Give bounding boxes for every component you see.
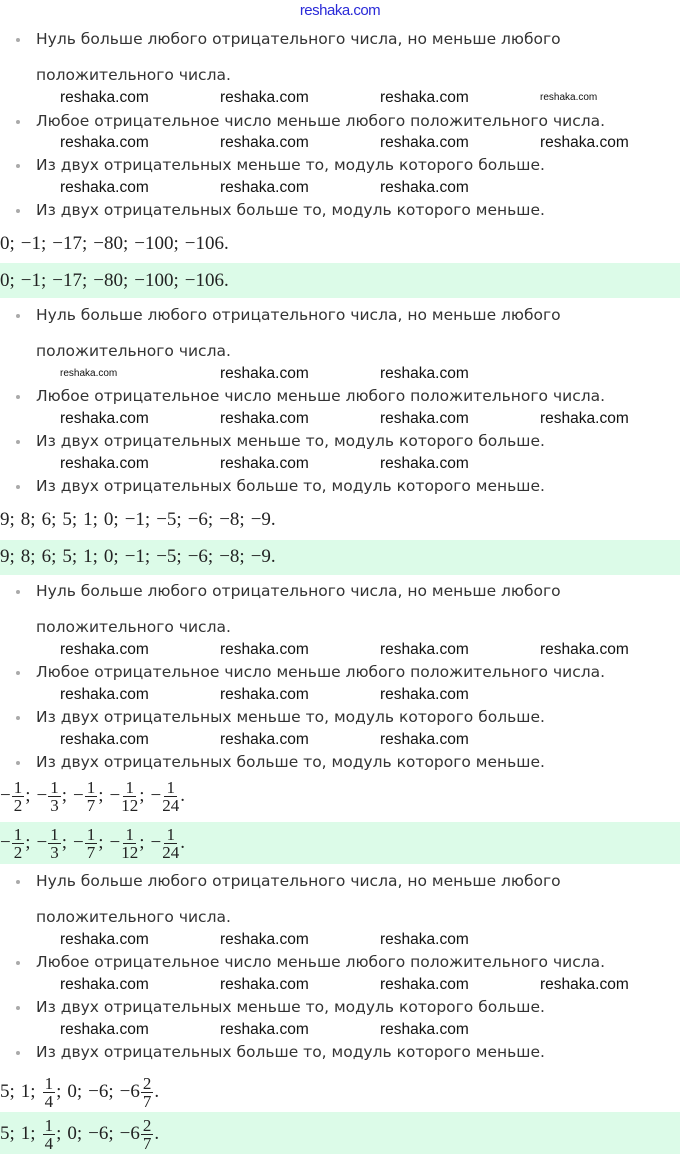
math-token (110, 779, 145, 814)
math-token: −6; (187, 509, 214, 530)
math-token: 9; (0, 546, 15, 567)
watermark: reshaka.com (220, 134, 309, 151)
numerator: 1 (13, 824, 23, 844)
watermark: reshaka.com (60, 179, 149, 196)
fraction (12, 826, 25, 861)
rule-item: Из двух отрицательных больше то, модуль которого меньше. (36, 477, 545, 495)
frac-suffix: ; (98, 831, 104, 853)
rule-continuation: положительного числа. (36, 908, 231, 926)
fraction (162, 826, 179, 861)
math-token (37, 779, 68, 814)
rule-item: Из двух отрицательных меньше то, модуль которого больше. (36, 708, 545, 726)
math-token: −106. (184, 233, 229, 254)
answer-line (0, 1073, 165, 1111)
math-token: 0; (103, 509, 119, 530)
numerator: 1 (50, 824, 59, 844)
math-token: 0; (103, 546, 119, 567)
math-token: 5; (62, 546, 78, 567)
math-token (37, 826, 68, 861)
math-token: −80; (93, 233, 129, 254)
fraction (121, 826, 138, 861)
fraction (43, 1075, 56, 1110)
watermark: reshaka.com (540, 641, 629, 658)
rule-continuation: положительного числа. (36, 342, 231, 360)
denominator: 4 (44, 1133, 54, 1153)
answer-line (0, 231, 235, 257)
watermark: reshaka.com (380, 931, 469, 948)
watermark: reshaka.com (380, 641, 469, 658)
highlighted-answer-line (0, 544, 282, 570)
fraction (141, 1117, 154, 1152)
frac-prefix: − (73, 784, 84, 806)
rule-item: Из двух отрицательных больше то, модуль которого меньше. (36, 753, 545, 771)
numerator: 1 (13, 777, 23, 797)
watermark: reshaka.com (60, 455, 149, 472)
math-token: 0; (0, 233, 15, 254)
frac-suffix: ; (61, 784, 67, 806)
math-token: 6; (41, 546, 57, 567)
frac-suffix: . (180, 831, 185, 853)
denominator: 24 (162, 842, 180, 862)
frac-suffix: ; (56, 1080, 62, 1102)
watermark: reshaka.com (380, 410, 469, 427)
watermark: reshaka.com (220, 931, 309, 948)
math-token (0, 826, 31, 861)
fraction (141, 1075, 154, 1110)
math-token: −1; (20, 270, 47, 291)
rule-item: Нуль больше любого отрицательного числа, но меньше любого (36, 582, 561, 600)
math-token: −1; (20, 233, 47, 254)
rule-continuation: положительного числа. (36, 618, 231, 636)
watermark: reshaka.com (380, 134, 469, 151)
rule-item: Нуль больше любого отрицательного числа, но меньше любого (36, 872, 561, 890)
fraction (48, 826, 61, 861)
watermark: reshaka.com (220, 641, 309, 658)
watermark: reshaka.com (60, 134, 149, 151)
math-token: 5; (62, 509, 78, 530)
watermark: reshaka.com (380, 731, 469, 748)
frac-suffix: ; (25, 831, 31, 853)
denominator: 3 (50, 795, 59, 815)
watermark: reshaka.com (220, 410, 309, 427)
numerator: 1 (86, 777, 96, 797)
fraction (12, 779, 25, 814)
numerator: 1 (44, 1115, 54, 1135)
watermark: reshaka.com (380, 976, 469, 993)
rule-item: Любое отрицательное число меньше любого положительного числа. (36, 663, 606, 681)
fraction (85, 779, 98, 814)
watermark: reshaka.com (380, 1021, 469, 1038)
fraction (43, 1117, 56, 1152)
frac-prefix: − (0, 784, 11, 806)
math-token: −1; (124, 546, 151, 567)
math-token: 8; (20, 509, 36, 530)
frac-prefix: − (0, 831, 11, 853)
watermark: reshaka.com (220, 686, 309, 703)
math-token (42, 1075, 62, 1110)
watermark: reshaka.com (380, 89, 469, 106)
numerator: 1 (166, 824, 175, 844)
watermark: reshaka.com (220, 976, 309, 993)
denominator: 2 (13, 795, 23, 815)
rule-item: Нуль больше любого отрицательного числа, но меньше любого (36, 306, 561, 324)
frac-prefix: − (150, 784, 162, 806)
highlighted-answer-line (0, 824, 191, 862)
watermark: reshaka.com (60, 410, 149, 427)
rule-item: Из двух отрицательных больше то, модуль которого меньше. (36, 1043, 545, 1061)
math-token: −1; (124, 509, 151, 530)
fraction (85, 826, 98, 861)
math-token: −100; (134, 270, 179, 291)
math-token: −6; (88, 1123, 114, 1144)
numerator: 1 (166, 777, 175, 797)
fraction (121, 779, 138, 814)
watermark: reshaka.com (540, 410, 629, 427)
math-token: −9. (250, 546, 276, 567)
watermark: reshaka.com (220, 731, 309, 748)
watermark: reshaka.com (220, 89, 309, 106)
frac-prefix: −6 (119, 1080, 140, 1102)
math-token: −80; (93, 270, 129, 291)
frac-suffix: ; (139, 784, 145, 806)
math-token: 1; (20, 1081, 36, 1102)
denominator: 24 (162, 795, 180, 815)
math-token (151, 826, 185, 861)
math-token (151, 779, 185, 814)
rule-item: Любое отрицательное число меньше любого положительного числа. (36, 112, 606, 130)
watermark: reshaka.com (60, 686, 149, 703)
watermark: reshaka.com (220, 1021, 309, 1038)
frac-prefix: − (150, 831, 162, 853)
rule-item: Любое отрицательное число меньше любого положительного числа. (36, 953, 606, 971)
math-token: 0; (67, 1081, 83, 1102)
math-token: −100; (134, 233, 179, 254)
math-token (120, 1117, 159, 1152)
math-token: 1; (20, 1123, 36, 1144)
math-token: 1; (83, 546, 98, 567)
numerator: 1 (50, 777, 59, 797)
watermark: reshaka.com (540, 134, 629, 151)
math-token: 0; (67, 1123, 83, 1144)
watermark: reshaka.com (380, 455, 469, 472)
math-token (110, 826, 145, 861)
watermark: reshaka.com (220, 179, 309, 196)
math-token: 1; (83, 509, 98, 530)
math-token: −8; (219, 509, 245, 530)
frac-prefix: − (109, 784, 121, 806)
watermark: reshaka.com (380, 686, 469, 703)
math-token: −5; (156, 509, 182, 530)
denominator: 2 (13, 842, 23, 862)
frac-suffix: . (180, 784, 185, 806)
denominator: 7 (86, 795, 96, 815)
denominator: 12 (121, 795, 139, 815)
frac-suffix: . (154, 1080, 160, 1102)
math-token: 5; (0, 1081, 15, 1102)
numerator: 2 (142, 1115, 152, 1135)
watermark: reshaka.com (220, 365, 309, 382)
frac-suffix: ; (98, 784, 104, 806)
math-token: 8; (20, 546, 36, 567)
math-token: −6; (187, 546, 214, 567)
math-token: −17; (52, 233, 88, 254)
highlighted-answer-line (0, 268, 235, 294)
watermark: reshaka.com (540, 92, 598, 103)
watermark: reshaka.com (60, 931, 149, 948)
numerator: 1 (44, 1073, 54, 1093)
watermark: reshaka.com (60, 731, 149, 748)
math-token: −8; (219, 546, 245, 567)
rule-item: Из двух отрицательных больше то, модуль которого меньше. (36, 201, 545, 219)
math-token: 6; (41, 509, 57, 530)
watermark: reshaka.com (220, 455, 309, 472)
rule-item: Из двух отрицательных меньше то, модуль которого больше. (36, 432, 545, 450)
answer-line (0, 507, 282, 533)
math-token (42, 1117, 62, 1152)
denominator: 7 (142, 1133, 152, 1153)
denominator: 12 (121, 842, 139, 862)
numerator: 1 (125, 777, 134, 797)
header-watermark: reshaka.com (299, 2, 381, 19)
watermark: reshaka.com (60, 89, 149, 106)
math-token: 9; (0, 509, 15, 530)
rule-continuation: положительного числа. (36, 66, 231, 84)
watermark: reshaka.com (60, 641, 149, 658)
math-token (73, 779, 104, 814)
fraction (162, 779, 179, 814)
math-token: 0; (0, 270, 15, 291)
math-token: −6; (88, 1081, 114, 1102)
frac-suffix: ; (139, 831, 145, 853)
fraction (48, 779, 61, 814)
watermark: reshaka.com (380, 365, 469, 382)
frac-suffix: ; (61, 831, 67, 853)
math-token: −17; (52, 270, 88, 291)
frac-prefix: − (36, 831, 48, 853)
denominator: 4 (44, 1091, 54, 1111)
denominator: 3 (50, 842, 59, 862)
math-token: −9. (250, 509, 276, 530)
frac-prefix: −6 (119, 1122, 140, 1144)
frac-prefix: − (73, 831, 84, 853)
numerator: 1 (125, 824, 134, 844)
math-token (120, 1075, 159, 1110)
denominator: 7 (86, 842, 96, 862)
math-token: 5; (0, 1123, 15, 1144)
math-token (73, 826, 104, 861)
frac-suffix: ; (25, 784, 31, 806)
frac-suffix: . (154, 1122, 160, 1144)
math-token: −106. (184, 270, 229, 291)
numerator: 1 (86, 824, 96, 844)
frac-suffix: ; (56, 1122, 62, 1144)
answer-line (0, 777, 191, 815)
rule-item: Нуль больше любого отрицательного числа, но меньше любого (36, 30, 561, 48)
rule-item: Из двух отрицательных меньше то, модуль которого больше. (36, 156, 545, 174)
frac-prefix: − (109, 831, 121, 853)
highlighted-answer-line (0, 1115, 165, 1153)
watermark: reshaka.com (60, 976, 149, 993)
watermark: reshaka.com (60, 1021, 149, 1038)
frac-prefix: − (36, 784, 48, 806)
rule-item: Из двух отрицательных меньше то, модуль которого больше. (36, 998, 545, 1016)
math-token (0, 779, 31, 814)
watermark: reshaka.com (60, 368, 118, 379)
denominator: 7 (142, 1091, 152, 1111)
math-token: −5; (156, 546, 182, 567)
numerator: 2 (142, 1073, 152, 1093)
rule-item: Любое отрицательное число меньше любого положительного числа. (36, 387, 606, 405)
watermark: reshaka.com (540, 976, 629, 993)
watermark: reshaka.com (380, 179, 469, 196)
